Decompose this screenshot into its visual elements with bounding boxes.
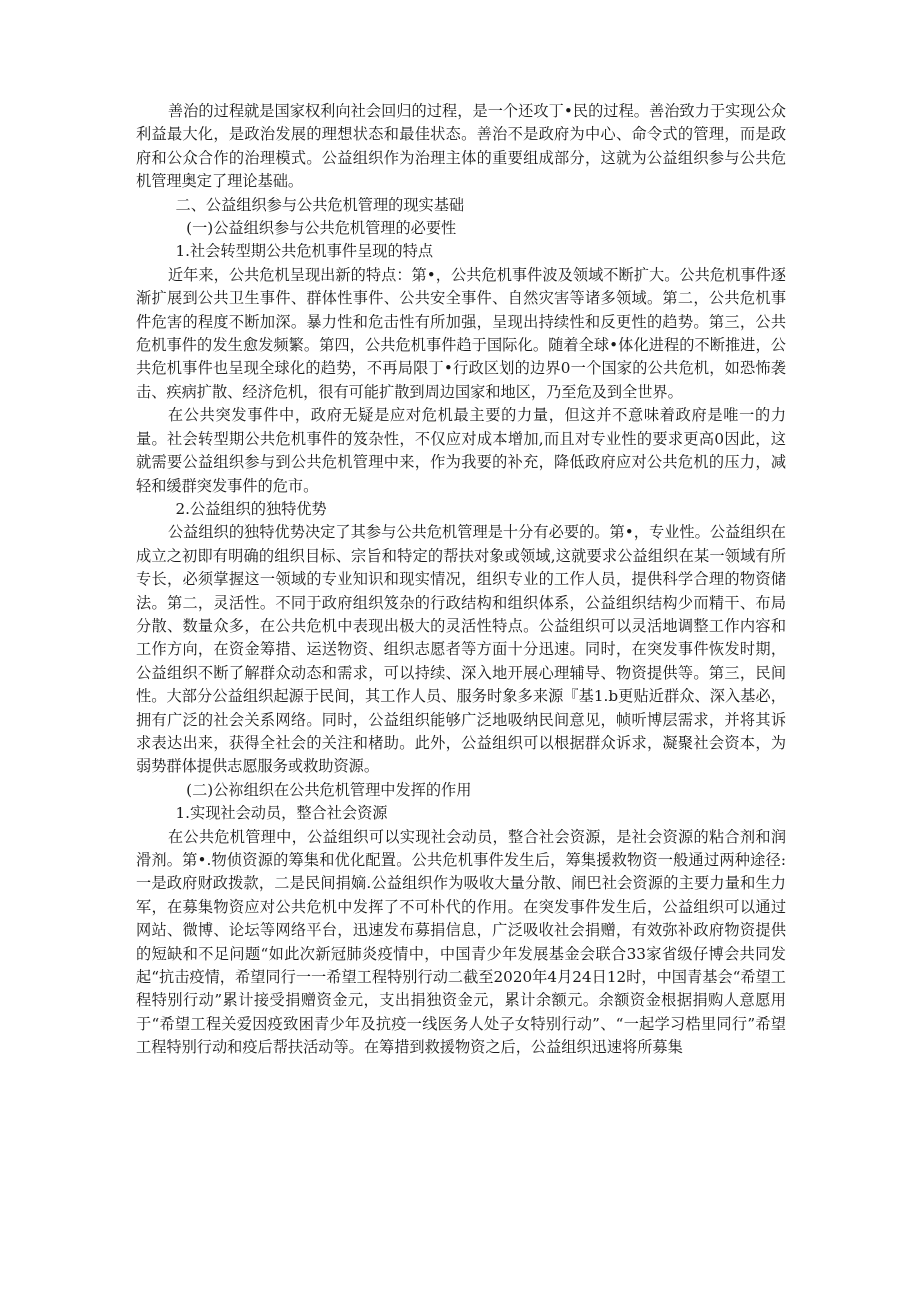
document-page [136,100,786,1060]
item-heading: 1.实现社会动员，整合社会资源 [175,804,388,823]
subsection-heading: (一)公益组织参与公共危机管理的必要性 [186,219,457,238]
paragraph: 善治的过程就是国家权利向社会回归的过程，是一个还攻丁•民的过程。善治致力于实现公众利益最大化，是政治发展的理想状态和最佳状态。善治不是政府为中心、命令式的管理，而是政府和公众合作的治理模式。公益组织作为治理主体的重要组成部分，这就为公益组织参与公共危机管理奥定了理论基础。 [136,102,786,191]
paragraph: 在公共危机管理中，公益组织可以实现社会动员，整合社会资源，是社会资源的粘合剂和润滑剂。第•.物侦资源的筹集和优化配置。公共危机事件发生后，筹集援救物资一般通过两种途径:一是政府财政拨款，二是民间捐嫡.公益组织作为吸收大量分散、闹巴社会资源的主要力量和生力军，在募集物资应对公共危机中发挥了不可朴代的作用。在突发事件发生后，公益组织可以通过网站、微博、论坛等网络平台，迅速发布募捐信息，广泛吸收社会捐赠，有效弥补政府物资提供的短缺和不足问题“如此次新冠肺炎疫情中，中国青少年发展基金会联合33家省级仔博会共同发起“抗击疫情，希望同行一一希望工程特别行动二截至2020年4月24日12时，中国青基会“希望工程特别行动”累计接受捐赠资金元，支出捐独资金元，累计余额元。余额资金根据捐购人意愿用于“希望工程关爱因疫致困青少年及抗疫一线医务人处子女特别行动”、“一起学习梏里同行”希望工程特别行动和疫后帮扶活动等。在筹措到救援物资之后，公益组织迅速将所募集 [136,827,786,1057]
item-heading: 1.社会转型期公共危机事件呈现的特点 [175,242,434,261]
subsection-heading: (二)公祢组织在公共危机管理中发挥的作用 [186,780,472,799]
paragraph: 近年来，公共危机呈现出新的特点：第•，公共危机事件波及领域不断扩大。公共危机事件逐渐扩展到公共卫生事件、群体性事件、公共安全事件、自然灾害等诸多领域。第二，公共危机事件危害的程度不断加深。暴力性和危击性有所加强，呈现出持续性和反更性的趋势。第三，公共危机事件的发生愈发频繁。第四，公共危机事件趋于国际化。随着全球•体化进程的不断推进，公共危机事件也呈现全球化的趋势，不再局限丁•行政区划的边界0一个国家的公共危机，如恐怖袭击、疾病扩散、经济危机，很有可能扩散到周边国家和地区，乃至危及到全世界。 [136,265,786,401]
paragraph: 在公共突发事件中，政府无疑是应对危机最主要的力量，但这并不意味着政府是唯一的力量。社会转型期公共危机事件的笈杂性，不仅应对成本增加,而且对专业性的要求更高0因此，这就需要公益组织参与到公共危机管理中来，作为我要的补充，降低政府应对公共危机的压力，减轻和缓群突发事件的危市。 [136,406,786,495]
item-heading: 2.公益组织的独特优势 [175,499,327,518]
paragraph: 公益组织的独特优势决定了其参与公共危机管理是十分有必要的。第•，专业性。公益组织在成立之初即有明确的组织目标、宗旨和特定的帮扶对象或领域,这就要求公益组织在某一领域有所专长，必须掌握这一领域的专业知识和现实情况，组织专业的工作人员，提供科学合理的物资储法。第二，灵活性。不同于政府组织笈杂的行政结构和组织体系，公益组织结构少而精干、布局分散、数量众多，在公共危机中表现出极大的灵活性特点。公益组织可以灵活地调整工作内容和工作方向，在资金筹措、运送物资、组织志愿者等方面十分迅速。同时，在突发事件恢发时期，公益组织不断了解群众动态和需求，可以持续、深入地开展心理辅导、物资提供等。第三，民间性。大部分公益组织起源于民间，其工作人员、服务时象多来源『基1.b更贴近群众、深入基必，拥有广泛的社会关系网络。同时，公益组织能够广泛地吸纳民间意见，帧听博层需求，并将其诉求表达出来，获得全社会的关注和楮助。此外，公益组织可以根据群众诉求，凝聚社会资本，为弱势群体提供志愿服务或救助资源。 [136,523,786,776]
section-heading: 二、公益组织参与公共危机管理的现实基础 [175,195,465,214]
